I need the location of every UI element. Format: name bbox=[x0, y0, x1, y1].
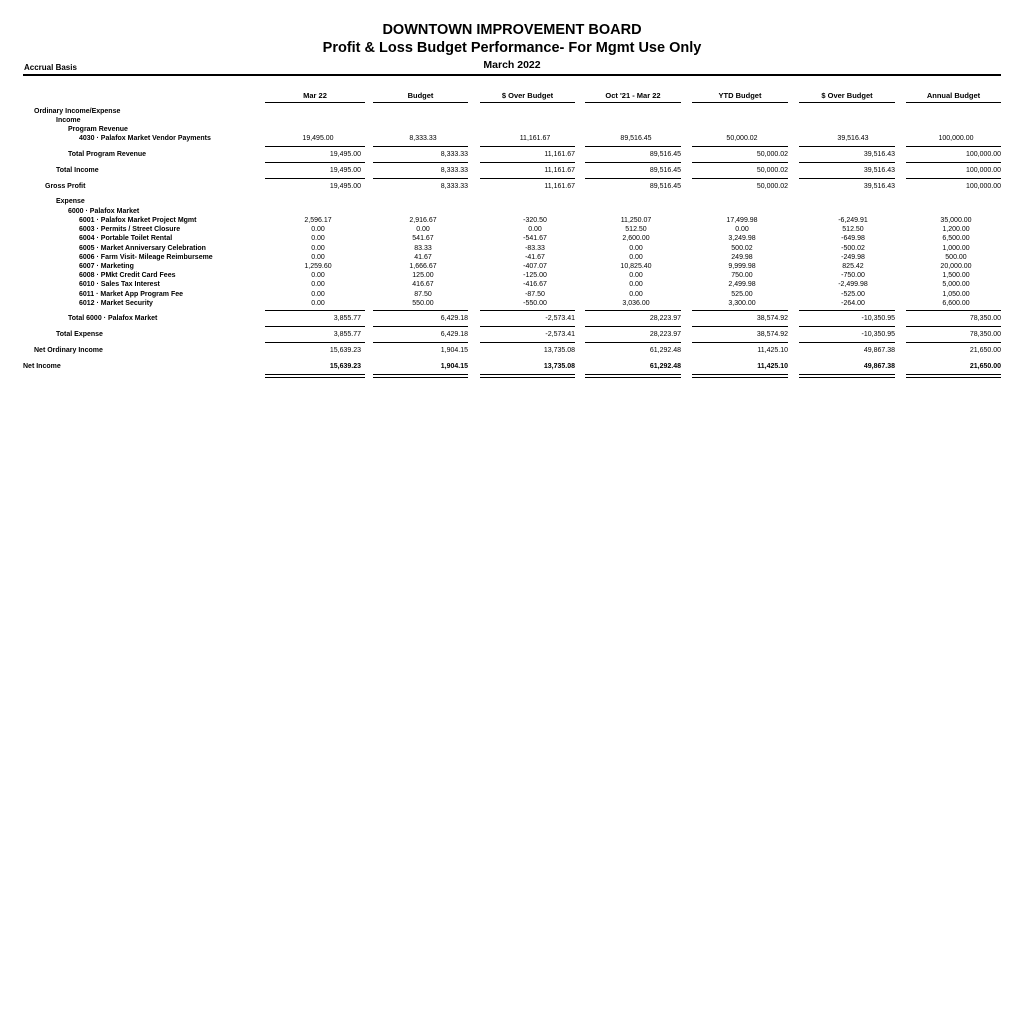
row-value: 11,425.10 bbox=[757, 347, 788, 354]
header-divider bbox=[23, 74, 1001, 76]
row-value: 0.00 bbox=[311, 253, 325, 261]
row-value: 0.00 bbox=[528, 226, 542, 234]
row-value: -2,573.41 bbox=[545, 315, 575, 322]
column-header: $ Over Budget bbox=[480, 91, 575, 103]
row-value: 0.00 bbox=[629, 244, 643, 252]
row-value: 38,574.92 bbox=[756, 331, 788, 338]
row-value: 750.00 bbox=[731, 272, 753, 280]
column-rule bbox=[480, 310, 575, 311]
row-value: 2,596.17 bbox=[304, 217, 332, 224]
row-value: 13,735.08 bbox=[543, 347, 575, 354]
table-row bbox=[0, 331, 1024, 341]
row-value: 2,499.98 bbox=[728, 281, 756, 289]
column-rule bbox=[585, 326, 681, 327]
row-value: 0.00 bbox=[629, 290, 643, 298]
row-value: 2,600.00 bbox=[622, 235, 650, 243]
report-period: March 2022 bbox=[483, 59, 541, 71]
row-value: -83.33 bbox=[525, 244, 545, 252]
column-rule bbox=[906, 310, 1001, 311]
section-label: Program Revenue bbox=[68, 126, 128, 133]
row-value: -525.00 bbox=[841, 290, 865, 298]
row-value: -407.07 bbox=[523, 263, 547, 270]
row-value: 89,516.45 bbox=[649, 167, 681, 174]
row-label: Net Ordinary Income bbox=[34, 347, 103, 354]
column-rule bbox=[692, 162, 788, 163]
column-rule bbox=[692, 326, 788, 327]
row-value: 35,000.00 bbox=[940, 217, 972, 224]
column-rule bbox=[692, 146, 788, 147]
row-label: Total Program Revenue bbox=[68, 151, 147, 158]
double-underline bbox=[373, 374, 468, 378]
row-value: -41.67 bbox=[525, 253, 545, 261]
row-value: 11,161.67 bbox=[544, 183, 575, 190]
report-title: Profit & Loss Budget Performance- For Mgmt Use Only bbox=[322, 40, 702, 56]
column-rule bbox=[906, 162, 1001, 163]
row-label: 6011 · Market App Program Fee bbox=[79, 290, 184, 298]
table-row bbox=[0, 151, 1024, 161]
row-value: 3,300.00 bbox=[728, 299, 756, 307]
column-rule bbox=[265, 178, 365, 179]
row-label: Total Expense bbox=[56, 331, 103, 338]
row-value: -500.02 bbox=[841, 244, 865, 252]
row-label: 6012 · Market Security bbox=[79, 299, 153, 307]
double-underline bbox=[585, 374, 681, 378]
column-rule bbox=[265, 146, 365, 147]
column-rule bbox=[265, 310, 365, 311]
row-value: 41.67 bbox=[414, 253, 432, 261]
column-rule bbox=[480, 178, 575, 179]
column-rule bbox=[692, 310, 788, 311]
row-value: 512.50 bbox=[625, 226, 647, 234]
row-value: 11,425.10 bbox=[757, 363, 788, 370]
column-header: Annual Budget bbox=[906, 91, 1001, 103]
row-value: 6,600.00 bbox=[942, 299, 970, 307]
row-value: -6,249.91 bbox=[838, 217, 868, 224]
table-row bbox=[0, 315, 1024, 325]
row-value: 89,516.45 bbox=[649, 151, 681, 158]
row-value: -2,573.41 bbox=[545, 331, 575, 338]
row-value: 87.50 bbox=[414, 290, 432, 298]
row-value: 50,000.02 bbox=[756, 151, 788, 158]
row-value: 49,867.38 bbox=[863, 347, 895, 354]
row-value: 28,223.97 bbox=[649, 315, 681, 322]
section-label: Expense bbox=[56, 198, 85, 205]
row-label: 6006 · Farm Visit- Mileage Reimburseme bbox=[79, 253, 213, 261]
accounting-basis: Accrual Basis bbox=[24, 63, 77, 72]
column-rule bbox=[906, 178, 1001, 179]
row-value: -416.67 bbox=[523, 281, 547, 289]
row-value: 15,639.23 bbox=[329, 347, 361, 354]
row-value: 0.00 bbox=[629, 281, 643, 289]
section-label: Ordinary Income/Expense bbox=[34, 108, 121, 115]
double-underline bbox=[906, 374, 1001, 378]
table-row bbox=[0, 183, 1024, 193]
row-value: 10,825.40 bbox=[620, 263, 652, 270]
row-value: 3,855.77 bbox=[333, 315, 361, 322]
column-rule bbox=[799, 342, 895, 343]
row-value: 100,000.00 bbox=[965, 151, 1001, 158]
row-label: Total Income bbox=[56, 167, 99, 174]
row-value: 0.00 bbox=[311, 244, 325, 252]
row-value: 8,333.33 bbox=[440, 167, 468, 174]
row-value: 1,904.15 bbox=[440, 363, 468, 370]
column-header: $ Over Budget bbox=[799, 91, 895, 103]
column-rule bbox=[373, 162, 468, 163]
row-value: 61,292.48 bbox=[649, 363, 681, 370]
double-underline bbox=[480, 374, 575, 378]
row-value: 825.42 bbox=[842, 263, 864, 270]
column-rule bbox=[585, 342, 681, 343]
column-rule bbox=[585, 162, 681, 163]
column-rule bbox=[799, 146, 895, 147]
row-label: 6008 · PMkt Credit Card Fees bbox=[79, 272, 176, 280]
row-value: 6,429.18 bbox=[440, 315, 468, 322]
column-rule bbox=[799, 310, 895, 311]
row-value: 38,574.92 bbox=[756, 315, 788, 322]
row-value: 8,333.33 bbox=[440, 151, 468, 158]
row-label: 6004 · Portable Toilet Rental bbox=[79, 235, 173, 243]
row-value: -2,499.98 bbox=[838, 281, 868, 289]
row-label: Gross Profit bbox=[45, 183, 86, 190]
row-value: 0.00 bbox=[629, 253, 643, 261]
row-value: 11,161.67 bbox=[544, 167, 575, 174]
row-value: 78,350.00 bbox=[969, 331, 1001, 338]
column-rule bbox=[799, 326, 895, 327]
row-value: 19,495.00 bbox=[302, 135, 334, 142]
row-value: 20,000.00 bbox=[940, 263, 972, 270]
column-rule bbox=[265, 342, 365, 343]
row-value: 19,495.00 bbox=[329, 167, 361, 174]
row-value: 13,735.08 bbox=[543, 363, 575, 370]
row-value: 50,000.02 bbox=[726, 135, 758, 142]
row-value: 78,350.00 bbox=[969, 315, 1001, 322]
column-rule bbox=[373, 146, 468, 147]
row-value: 249.98 bbox=[731, 253, 753, 261]
row-value: 89,516.45 bbox=[649, 183, 681, 190]
row-value: 125.00 bbox=[412, 272, 434, 280]
row-value: 6,429.18 bbox=[440, 331, 468, 338]
row-label: 6003 · Permits / Street Closure bbox=[79, 226, 181, 234]
row-value: 8,333.33 bbox=[409, 135, 437, 142]
row-value: 6,500.00 bbox=[942, 235, 970, 243]
row-value: 0.00 bbox=[311, 290, 325, 298]
row-value: 0.00 bbox=[311, 272, 325, 280]
row-value: -320.50 bbox=[523, 217, 547, 224]
column-rule bbox=[480, 342, 575, 343]
row-value: 1,050.00 bbox=[942, 290, 970, 298]
row-value: 541.67 bbox=[412, 235, 434, 243]
row-value: 9,999.98 bbox=[728, 263, 756, 270]
row-value: 1,666.67 bbox=[409, 263, 437, 270]
row-value: 3,036.00 bbox=[622, 299, 650, 307]
row-value: 39,516.43 bbox=[863, 167, 895, 174]
column-rule bbox=[906, 326, 1001, 327]
row-label: Net Income bbox=[23, 363, 61, 370]
double-underline bbox=[692, 374, 788, 378]
row-value: 3,249.98 bbox=[728, 235, 756, 243]
row-value: -10,350.95 bbox=[861, 315, 895, 322]
row-value: 525.00 bbox=[731, 290, 753, 298]
table-row bbox=[0, 167, 1024, 177]
row-value: 21,650.00 bbox=[969, 363, 1001, 370]
row-value: -264.00 bbox=[841, 299, 865, 307]
column-rule bbox=[585, 146, 681, 147]
column-header: Mar 22 bbox=[265, 91, 365, 103]
row-value: 11,250.07 bbox=[620, 217, 652, 224]
row-value: 5,000.00 bbox=[942, 281, 970, 289]
row-value: 28,223.97 bbox=[649, 331, 681, 338]
row-value: 15,639.23 bbox=[329, 363, 361, 370]
column-rule bbox=[373, 178, 468, 179]
column-rule bbox=[585, 310, 681, 311]
column-rule bbox=[265, 326, 365, 327]
row-value: 50,000.02 bbox=[756, 167, 788, 174]
section-label: Income bbox=[56, 117, 81, 124]
table-row bbox=[0, 135, 1024, 145]
row-value: 500.00 bbox=[945, 253, 967, 261]
row-value: 0.00 bbox=[311, 235, 325, 243]
row-value: 39,516.43 bbox=[863, 183, 895, 190]
row-value: 89,516.45 bbox=[620, 135, 652, 142]
row-value: 19,495.00 bbox=[329, 151, 361, 158]
column-rule bbox=[906, 342, 1001, 343]
column-rule bbox=[373, 326, 468, 327]
row-value: 83.33 bbox=[414, 244, 432, 252]
section-row bbox=[0, 198, 1024, 208]
column-rule bbox=[480, 162, 575, 163]
row-value: 39,516.43 bbox=[837, 135, 869, 142]
row-value: -550.00 bbox=[523, 299, 547, 307]
column-header: Oct '21 - Mar 22 bbox=[585, 91, 681, 103]
table-row bbox=[0, 300, 1024, 310]
row-value: 0.00 bbox=[735, 226, 749, 234]
table-row bbox=[0, 347, 1024, 357]
double-underline bbox=[799, 374, 895, 378]
row-value: 100,000.00 bbox=[938, 135, 974, 142]
row-value: 21,650.00 bbox=[969, 347, 1001, 354]
row-value: 50,000.02 bbox=[756, 183, 788, 190]
column-rule bbox=[799, 162, 895, 163]
double-underline bbox=[265, 374, 365, 378]
column-rule bbox=[480, 326, 575, 327]
row-value: 1,500.00 bbox=[942, 272, 970, 280]
row-value: 17,499.98 bbox=[726, 217, 758, 224]
column-rule bbox=[906, 146, 1001, 147]
row-value: 1,259.60 bbox=[304, 263, 332, 270]
row-label: Total 6000 · Palafox Market bbox=[68, 315, 158, 322]
row-value: 8,333.33 bbox=[440, 183, 468, 190]
column-header: Budget bbox=[373, 91, 468, 103]
row-label: 6007 · Marketing bbox=[79, 263, 134, 270]
column-rule bbox=[799, 178, 895, 179]
row-value: 1,000.00 bbox=[942, 244, 970, 252]
section-label: 6000 · Palafox Market bbox=[68, 208, 140, 215]
row-value: 2,916.67 bbox=[409, 217, 437, 224]
row-value: 550.00 bbox=[412, 299, 434, 307]
column-rule bbox=[265, 162, 365, 163]
row-value: -10,350.95 bbox=[861, 331, 895, 338]
column-rule bbox=[373, 310, 468, 311]
row-value: 39,516.43 bbox=[863, 151, 895, 158]
row-value: -649.98 bbox=[841, 235, 865, 243]
column-rule bbox=[692, 178, 788, 179]
column-header: YTD Budget bbox=[692, 91, 788, 103]
row-value: 500.02 bbox=[731, 244, 753, 252]
row-value: -541.67 bbox=[523, 235, 547, 243]
row-label: 6010 · Sales Tax Interest bbox=[79, 281, 160, 289]
row-value: 100,000.00 bbox=[965, 167, 1001, 174]
report-org-title: DOWNTOWN IMPROVEMENT BOARD bbox=[382, 22, 642, 38]
column-rule bbox=[373, 342, 468, 343]
row-value: 0.00 bbox=[416, 226, 430, 234]
row-value: -750.00 bbox=[841, 272, 865, 280]
row-value: 49,867.38 bbox=[863, 363, 895, 370]
row-label: 4030 · Palafox Market Vendor Payments bbox=[79, 135, 211, 142]
row-value: 416.67 bbox=[412, 281, 434, 289]
row-value: 11,161.67 bbox=[519, 135, 551, 142]
row-value: 61,292.48 bbox=[649, 347, 681, 354]
row-value: 1,904.15 bbox=[440, 347, 468, 354]
row-value: 0.00 bbox=[311, 299, 325, 307]
row-value: 0.00 bbox=[311, 226, 325, 234]
row-value: 19,495.00 bbox=[329, 183, 361, 190]
row-label: 6001 · Palafox Market Project Mgmt bbox=[79, 217, 197, 224]
row-value: -87.50 bbox=[525, 290, 545, 298]
row-label: 6005 · Market Anniversary Celebration bbox=[79, 244, 206, 252]
column-rule bbox=[480, 146, 575, 147]
row-value: 100,000.00 bbox=[965, 183, 1001, 190]
row-value: 3,855.77 bbox=[333, 331, 361, 338]
row-value: 0.00 bbox=[311, 281, 325, 289]
column-rule bbox=[692, 342, 788, 343]
column-rule bbox=[585, 178, 681, 179]
row-value: 512.50 bbox=[842, 226, 864, 234]
row-value: 11,161.67 bbox=[544, 151, 575, 158]
row-value: 1,200.00 bbox=[942, 226, 970, 234]
row-value: -249.98 bbox=[841, 253, 865, 261]
table-row bbox=[0, 363, 1024, 373]
row-value: -125.00 bbox=[523, 272, 547, 280]
row-value: 0.00 bbox=[629, 272, 643, 280]
